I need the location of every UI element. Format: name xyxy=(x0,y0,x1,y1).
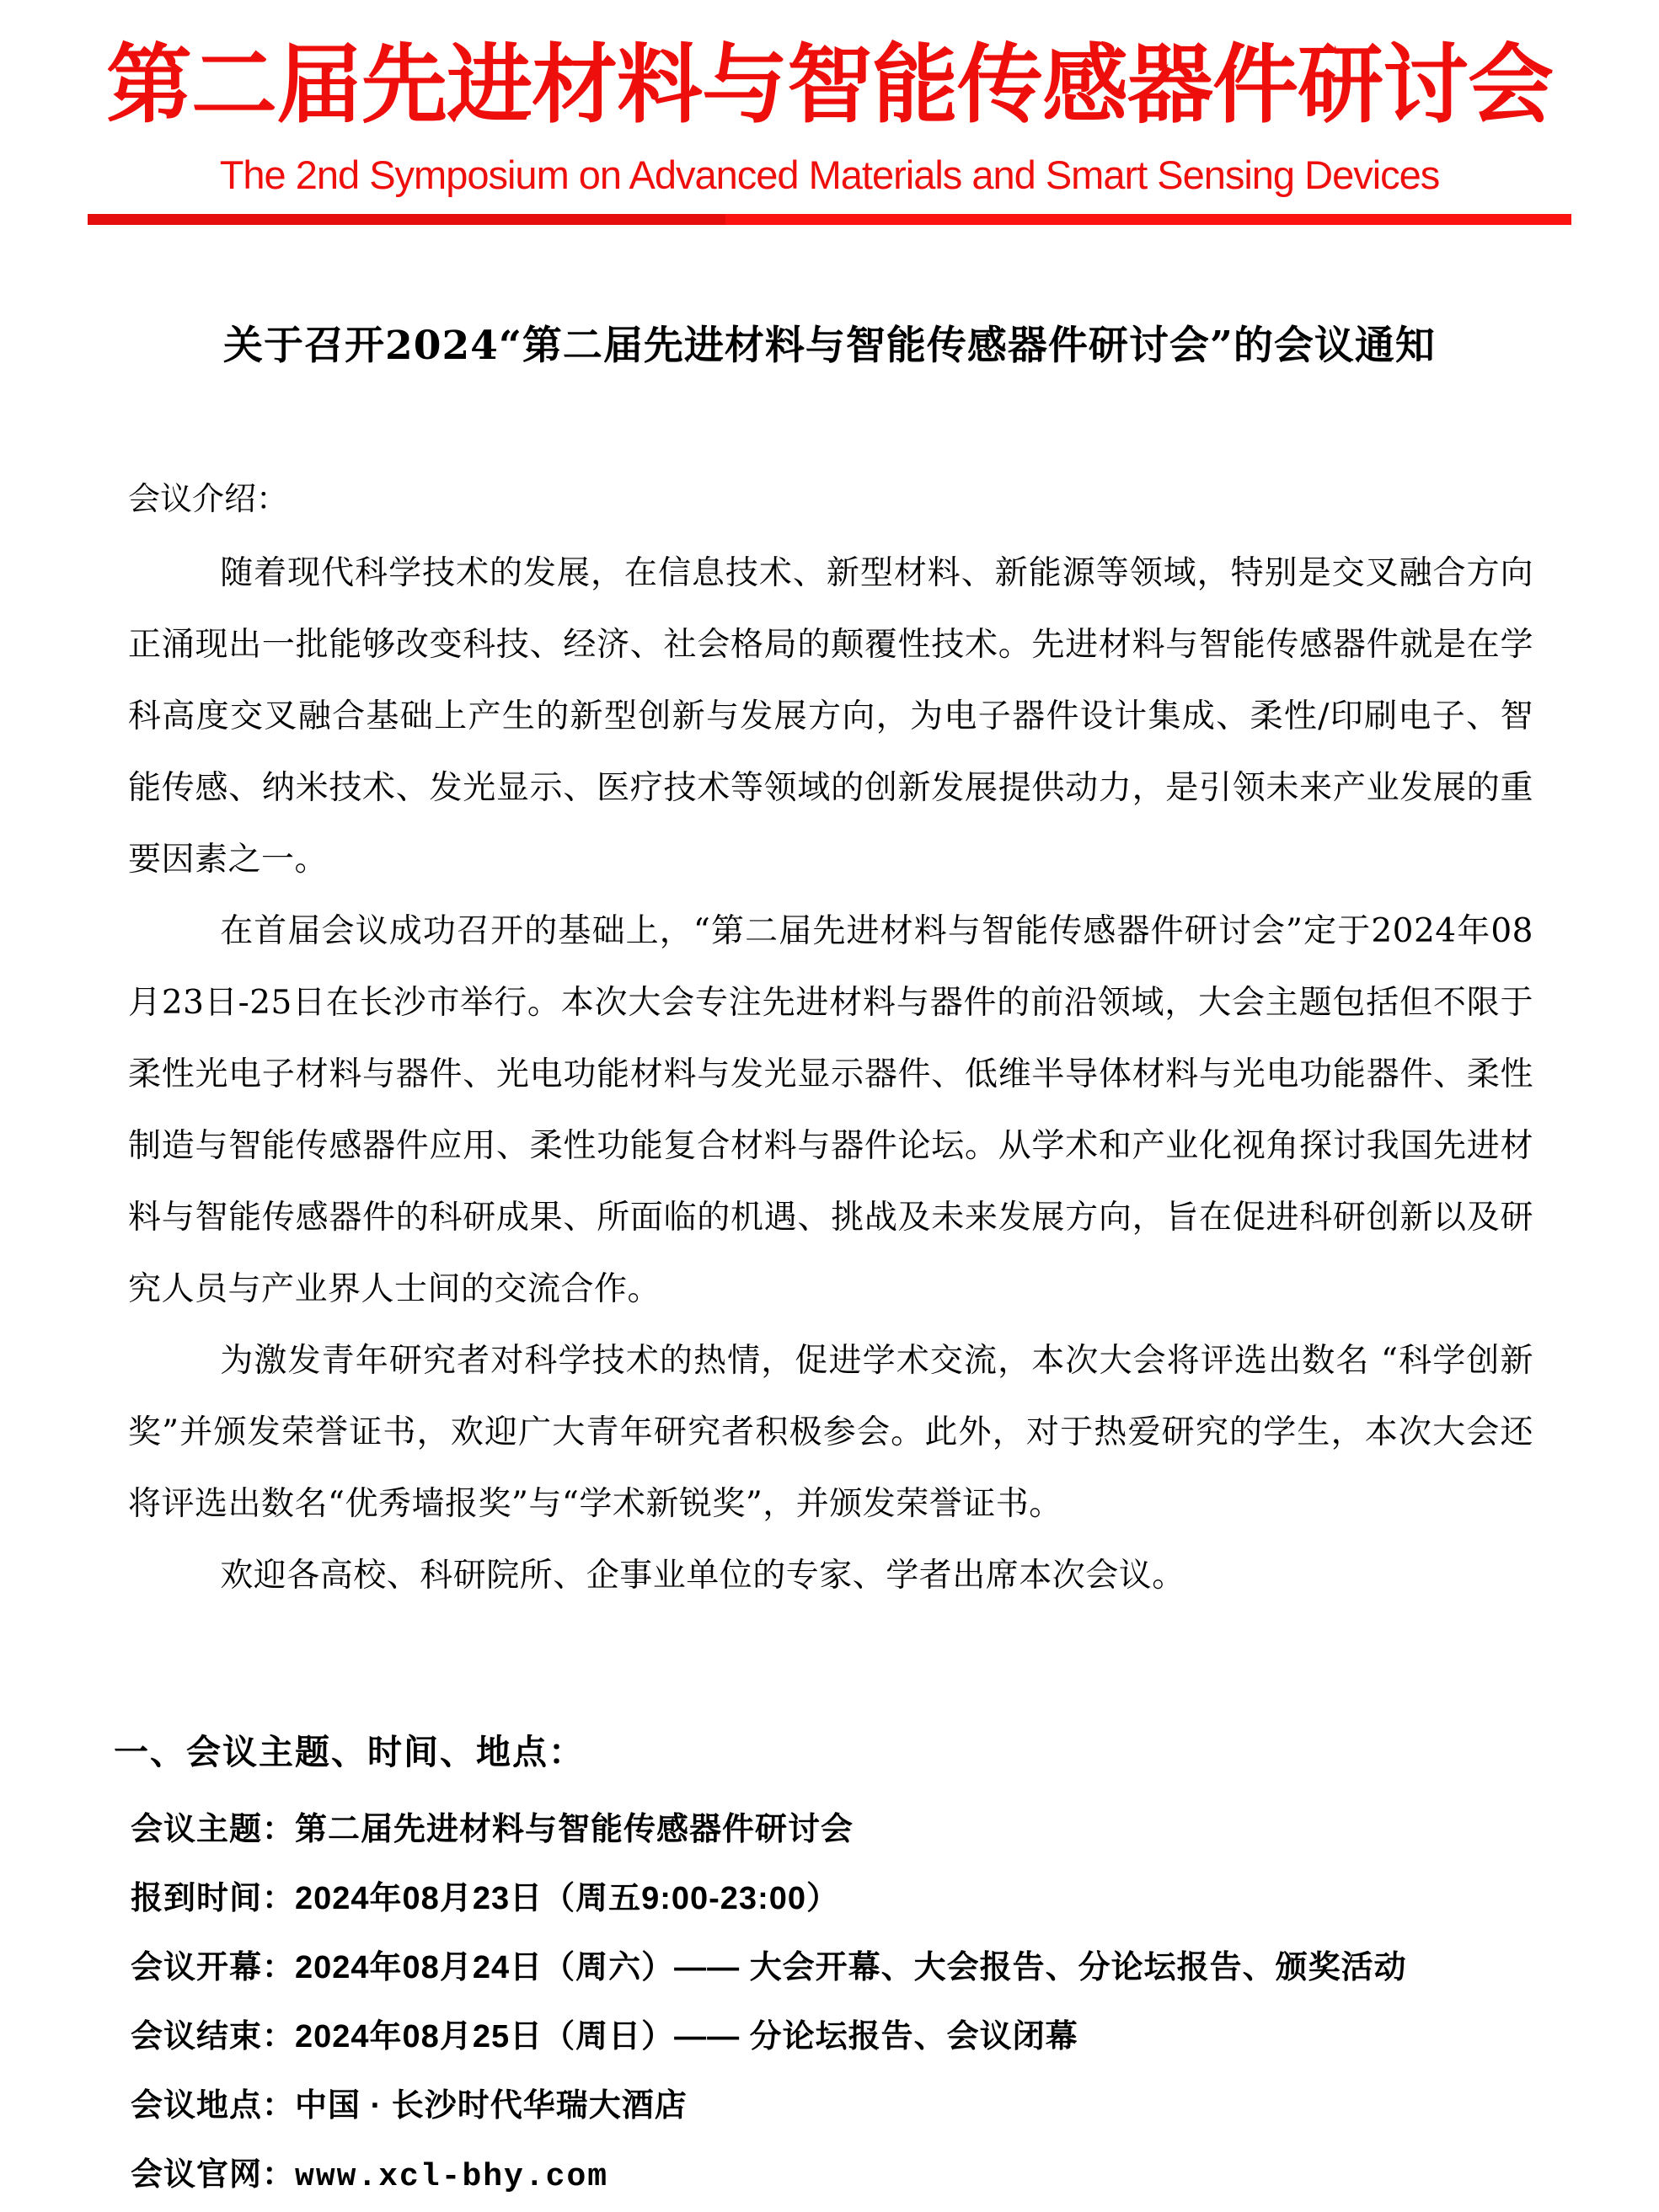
intro-paragraph: 为激发青年研究者对科学技术的热情，促进学术交流，本次大会将评选出数名 “科学创新奖”并颁发荣誉证书，欢迎广大青年研究者积极参会。此外，对于热爱研究的学生，本次大会还将评选出数名“优秀墙报奖”与“学术新锐奖”，并颁发荣誉证书。 xyxy=(128,1341,1533,1523)
notice-body xyxy=(114,478,1533,2212)
intro-paragraph: 随着现代科学技术的发展，在信息技术、新型材料、新能源等领域，特别是交叉融合方向正涌现出一批能够改变科技、经济、社会格局的颠覆性技术。先进材料与智能传感器件就是在学科高度交叉融合基础上产生的新型创新与发展方向，为电子器件设计集成、柔性/印刷电子、智能传感、纳米技术、发光显示、医疗技术等领域的创新发展提供动力，是引领未来产业发展的重要因素之一。 xyxy=(128,553,1533,879)
intro-paragraph: 在首届会议成功召开的基础上，“第二届先进材料与智能传感器件研讨会”定于2024年08月23日-25日在长沙市举行。本次大会专注先进材料与器件的前沿领域，大会主题包括但不限于柔性光电子材料与器件、光电功能材料与发光显示器件、低维半导体材料与光电功能器件、柔性制造与智能传感器件应用、柔性功能复合材料与器件论坛。从学术和产业化视角探讨我国先进材料与智能传感器件的科研成果、所面临的机遇、挑战及未来发展方向，旨在促进科研创新以及研究人员与产业界人士间的交流合作。 xyxy=(128,911,1533,1308)
info-value: 中国 · 长沙时代华瑞大酒店 xyxy=(295,2087,688,2124)
info-label: 会议开幕： xyxy=(131,1949,296,1985)
intro-paragraphs xyxy=(128,537,1533,1611)
info-label: 报到时间： xyxy=(131,1880,296,1916)
meeting-info-list xyxy=(131,1795,1533,2212)
info-value: 第二届先进材料与智能传感器件研讨会 xyxy=(295,1811,854,1847)
meeting-info-row-checkin xyxy=(131,1864,1533,1933)
symposium-title-chinese: 第二届先进材料与智能传感器件研讨会 xyxy=(106,35,1553,136)
info-label: 会议官网： xyxy=(131,2156,296,2193)
info-value: 2024年08月23日（周五9:00-23:00） xyxy=(295,1880,839,1916)
meeting-info-row-closing xyxy=(131,2002,1533,2071)
info-value: 2024年08月25日（周日）—— 分论坛报告、会议闭幕 xyxy=(295,2018,1078,2054)
meeting-info-row-opening xyxy=(131,1933,1533,2002)
intro-section-label: 会议介绍： xyxy=(128,479,289,517)
website-url: www.xcl-bhy.com xyxy=(295,2158,609,2195)
meeting-info-row-theme xyxy=(131,1795,1533,1864)
meeting-info-row-website xyxy=(131,2140,1533,2212)
intro-paragraph: 欢迎各高校、科研院所、企事业单位的专家、学者出席本次会议。 xyxy=(220,1556,1185,1595)
info-label: 会议地点： xyxy=(131,2087,296,2124)
meeting-info-row-venue xyxy=(131,2071,1533,2140)
red-divider-rule xyxy=(88,214,1571,225)
info-value: 2024年08月24日（周六）—— 大会开幕、大会报告、分论坛报告、颁奖活动 xyxy=(295,1949,1407,1985)
info-label: 会议结束： xyxy=(131,2018,296,2054)
section1-heading: 一、会议主题、时间、地点： xyxy=(114,1732,585,1771)
notice-title: 关于召开2024“第二届先进材料与智能传感器件研讨会”的会议通知 xyxy=(223,322,1436,369)
symposium-title-english: The 2nd Symposium on Advanced Materials and Smart Sensing Devices xyxy=(219,152,1440,197)
letterhead xyxy=(0,0,1659,225)
info-label: 会议主题： xyxy=(131,1811,296,1847)
